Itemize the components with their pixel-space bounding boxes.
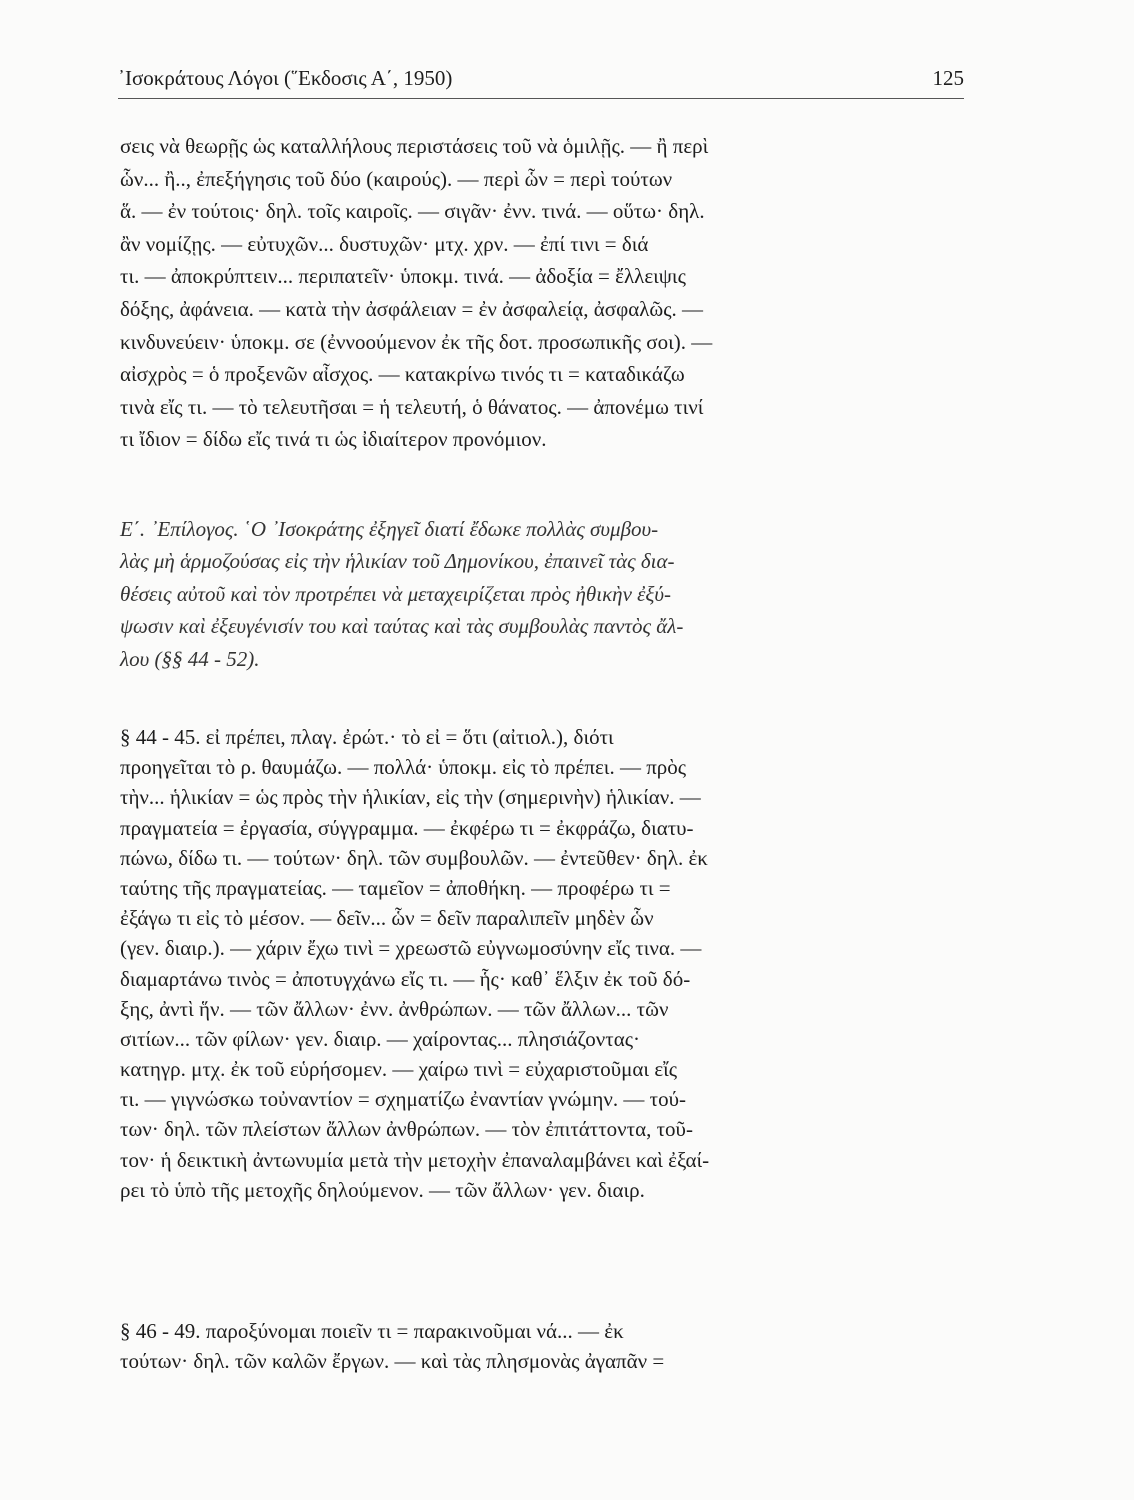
text-line: § 44 - 45. εἰ πρέπει, πλαγ. ἐρώτ.· τὸ εἰ = ὅτι (αἰτιολ.), διότι xyxy=(120,725,614,749)
text-line: αἰσχρὸς = ὁ προξενῶν αἶσχος. — κατακρίνω τινός τι = καταδικάζω xyxy=(120,362,685,387)
text-line: ἅ. — ἐν τούτοις· δηλ. τοῖς καιροῖς. — σιγᾶν· ἐνν. τινά. — οὕτω· δηλ. xyxy=(120,199,705,224)
text-line: (γεν. διαιρ.). — χάριν ἔχω τινὶ = χρεωστῶ εὐγνωμοσύνην εἴς τινα. — xyxy=(120,936,702,961)
text-line: πώνω, δίδω τι. — τούτων· δηλ. τῶν συμβουλῶν. — ἐντεῦθεν· δηλ. ἐκ xyxy=(120,845,708,870)
text-line: τι. — ἀποκρύπτειν... περιπατεῖν· ὑποκμ. τινά. — ἀδοξία = ἔλλειψις xyxy=(120,264,686,289)
epilogue-summary xyxy=(120,513,964,675)
text-line: λὰς μὴ ἁρμοζούσας εἰς τὴν ἡλικίαν τοῦ Δημονίκου, ἐπαινεῖ τὰς δια- xyxy=(120,549,675,574)
text-line: ταύτης τῆς πραγματείας. — ταμεῖον = ἀποθήκη. — προφέρω τι = xyxy=(120,875,671,900)
text-line: τι ἴδιον = δίδω εἴς τινά τι ὡς ἰδιαίτερον προνόμιον. xyxy=(120,427,547,452)
text-line: κατηγρ. μτχ. ἐκ τοῦ εὑρήσομεν. — χαίρω τινὶ = εὐχαριστοῦμαι εἴς xyxy=(120,1057,678,1082)
text-line: τούτων· δηλ. τῶν καλῶν ἔργων. — καὶ τὰς πλησμονὰς ἀγαπᾶν = xyxy=(120,1349,665,1374)
text-line: δόξης, ἀφάνεια. — κατὰ τὴν ἀσφάλειαν = ἐν ἀσφαλείᾳ, ἀσφαλῶς. — xyxy=(120,296,704,321)
text-line: σεις νὰ θεωρῇς ὡς καταλλήλους περιστάσεις τοῦ νὰ ὁμιλῇς. — ἢ περὶ xyxy=(120,134,709,158)
text-line: πραγματεία = ἐργασία, σύγγραμμα. — ἐκφέρω τι = ἐκφράζω, διατυ- xyxy=(120,815,694,840)
page-number: 125 xyxy=(932,66,964,90)
text-line: προηγεῖται τὸ ρ. θαυμάζω. — πολλά· ὑποκμ. εἰς τὸ πρέπει. — πρὸς xyxy=(120,755,687,780)
text-line: ὧν... ἢ.., ἐπεξήγησις τοῦ δύο (καιρούς). — περὶ ὧν = περὶ τούτων xyxy=(120,166,673,191)
running-header xyxy=(118,62,964,99)
glossary-top xyxy=(120,130,964,456)
text-line: λου (§§ 44 - 52). xyxy=(120,646,260,671)
text-line: τι. — γιγνώσκω τοὐναντίον = σχηματίζω ἐναντίαν γνώμην. — τού- xyxy=(120,1087,686,1112)
running-title: ᾽Ισοκράτους Λόγοι (῞Εκδοσις Α΄, 1950) xyxy=(118,66,453,90)
text-line: τὴν... ἡλικίαν = ὡς πρὸς τὴν ἡλικίαν, εἰς τὴν (σημερινὴν) ἡλικίαν. — xyxy=(120,785,701,810)
text-line: σιτίων... τῶν φίλων· γεν. διαιρ. — χαίροντας... πλησιάζοντας· xyxy=(120,1026,641,1051)
text-line: ξης, ἀντὶ ἥν. — τῶν ἄλλων· ἐνν. ἀνθρώπων. — τῶν ἄλλων... τῶν xyxy=(120,996,669,1021)
text-line: διαμαρτάνω τινὸς = ἀποτυγχάνω εἴς τι. — ἧς· καθ᾽ ἕλξιν ἐκ τοῦ δό- xyxy=(120,966,691,991)
text-line: ἂν νομίζῃς. — εὐτυχῶν... δυστυχῶν· μτχ. χρν. — ἐπί τινι = διά xyxy=(120,231,649,256)
text-line: θέσεις αὐτοῦ καὶ τὸν προτρέπει νὰ μεταχειρίζεται πρὸς ἠθικὴν ἐξύ- xyxy=(120,581,672,606)
text-line: Ε΄. ᾽Επίλογος. ῾Ο ᾽Ισοκράτης ἐξηγεῖ διατί ἔδωκε πολλὰς συμβου- xyxy=(120,517,659,541)
text-line: ψωσιν καὶ ἐξευγένισίν του καὶ ταύτας καὶ τὰς συμβουλὰς παντὸς ἄλ- xyxy=(120,614,684,639)
text-line: κινδυνεύειν· ὑποκμ. σε (ἐννοούμενον ἐκ τῆς δοτ. προσωπικῆς σοι). — xyxy=(120,329,713,354)
section-44-45 xyxy=(120,722,964,1205)
text-line: των· δηλ. τῶν πλείστων ἄλλων ἀνθρώπων. — τὸν ἐπιτάττοντα, τοῦ- xyxy=(120,1117,693,1142)
text-line: τον· ἡ δεικτικὴ ἀντωνυμία μετὰ τὴν μετοχὴν ἐπαναλαμβάνει καὶ ἐξαί- xyxy=(120,1147,710,1172)
text-line: § 46 - 49. παροξύνομαι ποιεῖν τι = παρακινοῦμαι νά... — ἐκ xyxy=(120,1319,624,1343)
text-line: ρει τὸ ὑπὸ τῆς μετοχῆς δηλούμενον. — τῶν ἄλλων· γεν. διαιρ. xyxy=(120,1177,645,1202)
text-line: ἐξάγω τι εἰς τὸ μέσον. — δεῖν... ὧν = δεῖν παραλιπεῖν μηδὲν ὧν xyxy=(120,906,654,931)
text-line: τινὰ εἴς τι. — τὸ τελευτῆσαι = ἡ τελευτή, ὁ θάνατος. — ἀπονέμω τινί xyxy=(120,394,704,419)
section-46-49 xyxy=(120,1316,964,1376)
